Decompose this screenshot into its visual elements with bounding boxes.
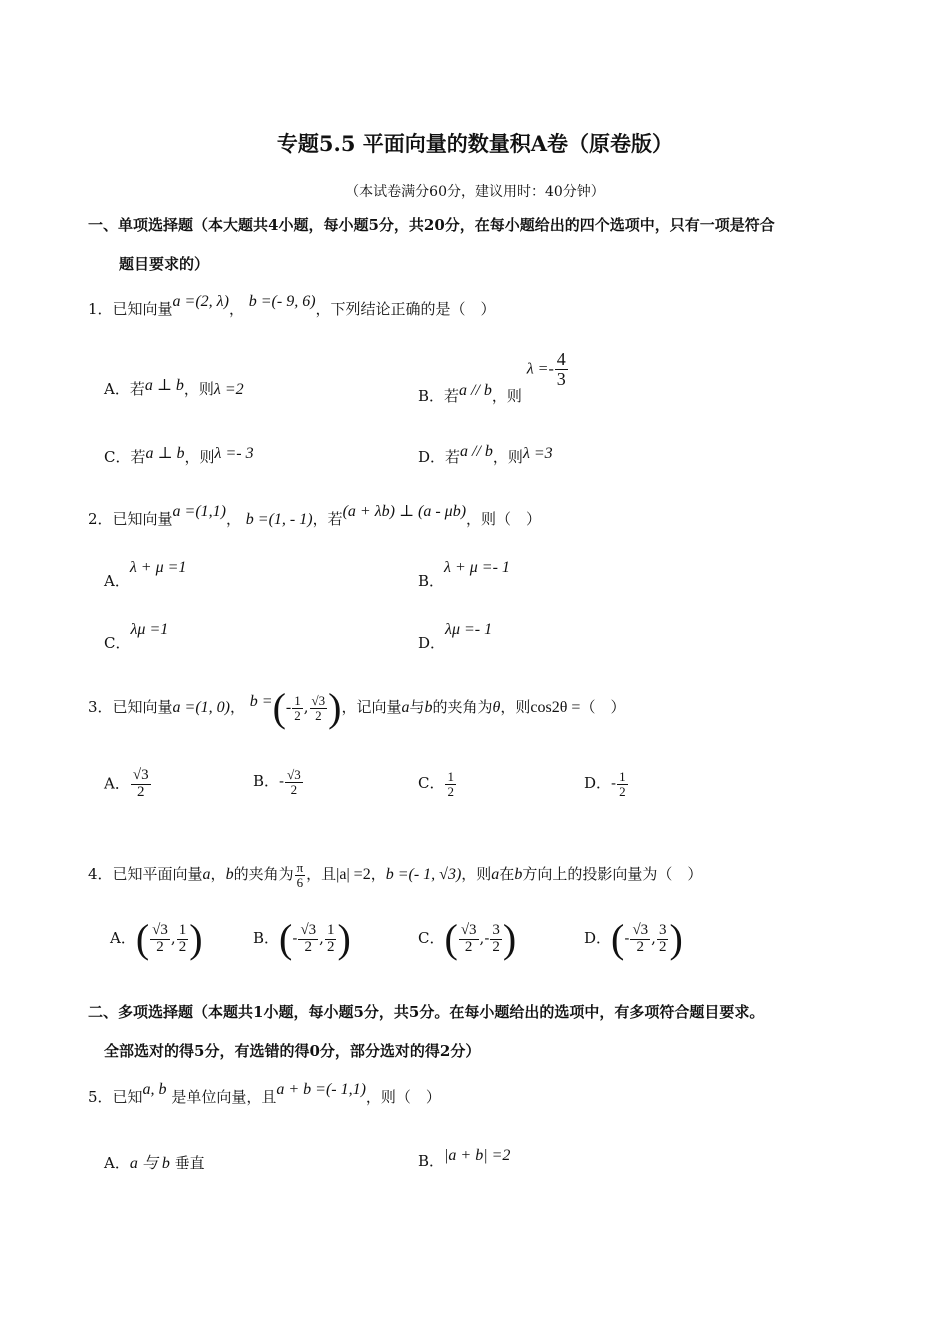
q4-option-a[interactable]: A．( $\frac{√3}{2}$ , $\frac{1}{2}$ ) [110,916,203,961]
question-4: 4．已知平面向量a，b的夹角为 $\frac{\pi}{6}$ ，且|a| =2，b =(- 1, √3)，则a在b方向上的投影向量为（ ） [88,859,703,890]
section-1-heading: 一、单项选择题（本大题共4小题，每小题5分，共20分，在每小题给出的四个选项中，只有一项是符合 [88,216,775,234]
q2-option-a[interactable]: A．λ + μ =1 [104,559,187,590]
q3-option-c[interactable]: C． $\frac{1}{2}$ [418,769,454,799]
q1-option-b[interactable]: B．若a // b，则 λ =- $\frac{4}{3}$ [418,349,566,406]
page-subtitle: （本试卷满分60分，建议用时：40分钟） [345,184,605,200]
question-2: 2．已知向量a =(1,1)， b =(1, - 1)，若(a + λb) ⊥ (a - μb)，则（ ） [88,503,542,528]
question-1: 1．已知向量a =(2, λ)， b =(- 9, 6)，下列结论正确的是（ ） [88,293,496,318]
q1-option-d[interactable]: D．若a // b，则λ =3 [418,443,553,466]
section-2-heading-cont: 全部选对的得5分，有选错的得0分，部分选对的得2分） [104,1042,481,1060]
q4-option-d[interactable]: D．(- $\frac{√3}{2}$ , $\frac{3}{2}$ ) [584,916,683,961]
section-1-heading-cont: 题目要求的） [119,255,210,273]
q1-option-c[interactable]: C．若a ⊥ b，则λ =- 3 [104,445,254,466]
q5-option-b[interactable]: B．|a + b| =2 [418,1147,511,1170]
q2-option-c[interactable]: C．λμ =1 [104,621,169,652]
q3-option-b[interactable]: B．- $\frac{√3}{2}$ [253,767,301,797]
question-3: 3．已知向量a =(1, 0)， b =(- $\frac{1}{2}$ , $\frac{√3}{2}$ )，记向量a与b的夹角为θ，则cos2θ =（ ） [88,685,626,730]
section-2-heading: 二、多项选择题（本题共1小题，每小题5分，共5分。在每小题给出的选项中，有多项符合题目要求。 [88,1003,765,1021]
q3-option-d[interactable]: D．- $\frac{1}{2}$ [584,769,626,799]
q2-option-b[interactable]: B．λ + μ =- 1 [418,559,510,590]
q3-option-a[interactable]: A． $\frac{√3}{2}$ [104,767,149,800]
question-5: 5．已知a, b 是单位向量，且a + b =(- 1,1)，则（ ） [88,1081,441,1106]
q1-option-a[interactable]: A．若a ⊥ b，则λ =2 [104,377,244,398]
page-title: 专题5.5 平面向量的数量积A卷（原卷版） [276,131,674,156]
q4-option-b[interactable]: B．(- $\frac{√3}{2}$ , $\frac{1}{2}$ ) [253,916,351,961]
q4-option-c[interactable]: C．( $\frac{√3}{2}$ ,- $\frac{3}{2}$ ) [418,916,517,961]
q2-option-d[interactable]: D．λμ =- 1 [418,621,493,652]
q5-option-a[interactable]: A．a 与 b 垂直 [104,1154,205,1172]
